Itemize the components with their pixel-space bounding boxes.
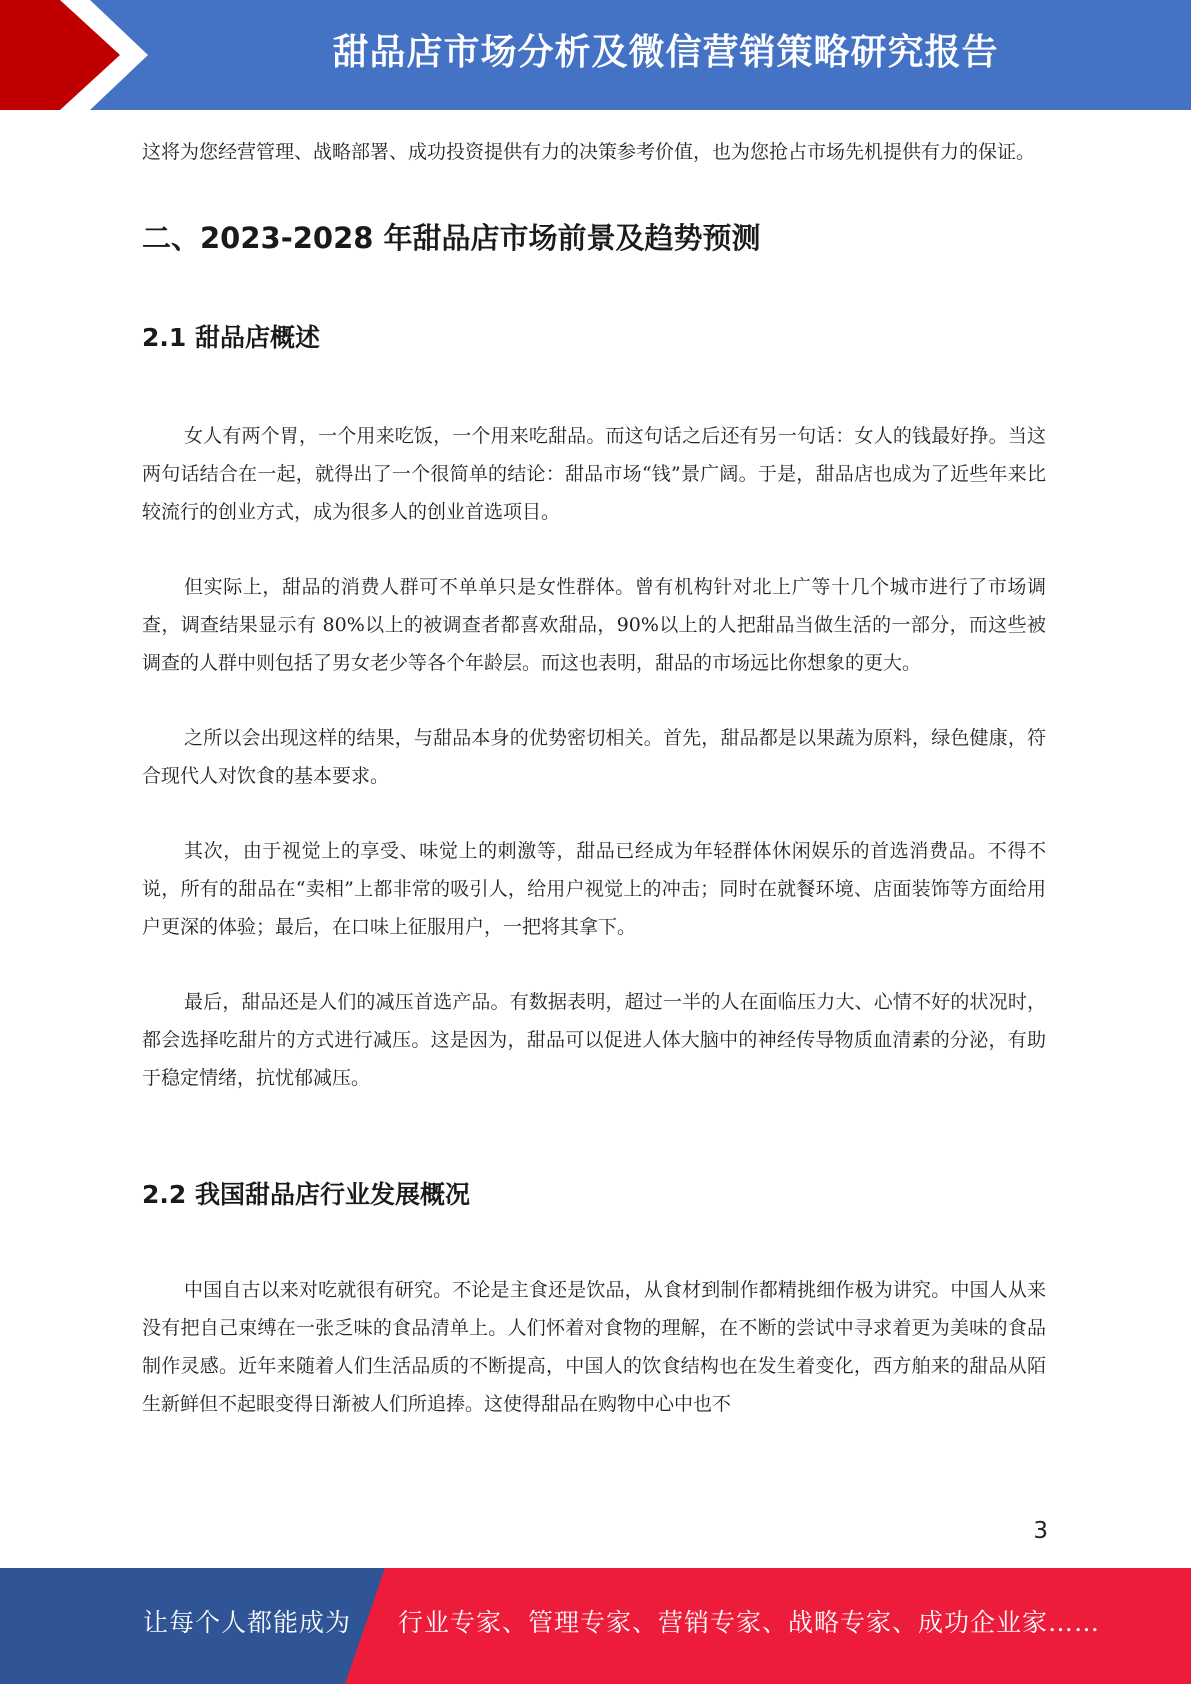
header-arrow-decoration: [0, 0, 160, 110]
paragraph: 中国自古以来对吃就很有研究。不论是主食还是饮品，从食材到制作都精挑细作极为讲究。中国人从来没有把自己束缚在一张乏味的食品清单上。人们怀着对食物的理解，在不断的尝试中寻求着更为美味的食品制作灵感。近年来随着人们生活品质的不断提高，中国人的饮食结构也在发生着变化，西方舶来的甜品从陌生新鲜但不起眼变得日渐被人们所追捧。这使得甜品在购物中心中也不: [142, 1279, 1046, 1415]
footer-slogan-right: 行业专家、管理专家、营销专家、战略专家、成功企业家……: [398, 1608, 1101, 1637]
paragraph: 女人有两个胃，一个用来吃饭，一个用来吃甜品。而这句话之后还有另一句话：女人的钱最好挣。当这两句话结合在一起，就得出了一个很简单的结论：甜品市场“钱”景广阔。于是，甜品店也成为了近些年来比较流行的创业方式，成为很多人的创业首选项目。: [142, 425, 1046, 523]
page-number: 3: [1033, 1518, 1048, 1544]
report-title: 甜品店市场分析及微信营销策略研究报告: [332, 32, 999, 73]
section-heading: 二、2023-2028 年甜品店市场前景及趋势预测: [142, 221, 761, 255]
paragraph: 最后，甜品还是人们的减压首选产品。有数据表明，超过一半的人在面临压力大、心情不好的状况时，都会选择吃甜片的方式进行减压。这是因为，甜品可以促进人体大脑中的神经传导物质血清素的分泌，有助于稳定情绪，抗忧郁减压。: [142, 991, 1046, 1089]
page-header: [0, 0, 1191, 110]
intro-paragraph: 这将为您经营管理、战略部署、成功投资提供有力的决策参考价值，也为您抢占市场先机提供有力的保证。: [142, 141, 1036, 163]
footer-slogan-left: 让每个人都能成为: [143, 1608, 352, 1637]
page-content: [142, 133, 1046, 1423]
paragraph: 但实际上，甜品的消费人群可不单单只是女性群体。曾有机构针对北上广等十几个城市进行了市场调查，调查结果显示有 80%以上的被调查者都喜欢甜品，90%以上的人把甜品当做生活的一部分，而这些被调查的人群中则包括了男女老少等各个年龄层。而这也表明，甜品的市场远比你想象的更大。: [142, 576, 1046, 674]
subsection-heading-2-2: 2.2 我国甜品店行业发展概况: [142, 1180, 470, 1209]
page-footer: [0, 1568, 1191, 1684]
paragraph: 其次，由于视觉上的享受、味觉上的刺激等，甜品已经成为年轻群体休闲娱乐的首选消费品。不得不说，所有的甜品在“卖相”上都非常的吸引人，给用户视觉上的冲击；同时在就餐环境、店面装饰等方面给用户更深的体验；最后，在口味上征服用户，一把将其拿下。: [142, 840, 1046, 938]
paragraph: 之所以会出现这样的结果，与甜品本身的优势密切相关。首先，甜品都是以果蔬为原料，绿色健康，符合现代人对饮食的基本要求。: [142, 727, 1046, 787]
subsection-heading-2-1: 2.1 甜品店概述: [142, 323, 320, 352]
